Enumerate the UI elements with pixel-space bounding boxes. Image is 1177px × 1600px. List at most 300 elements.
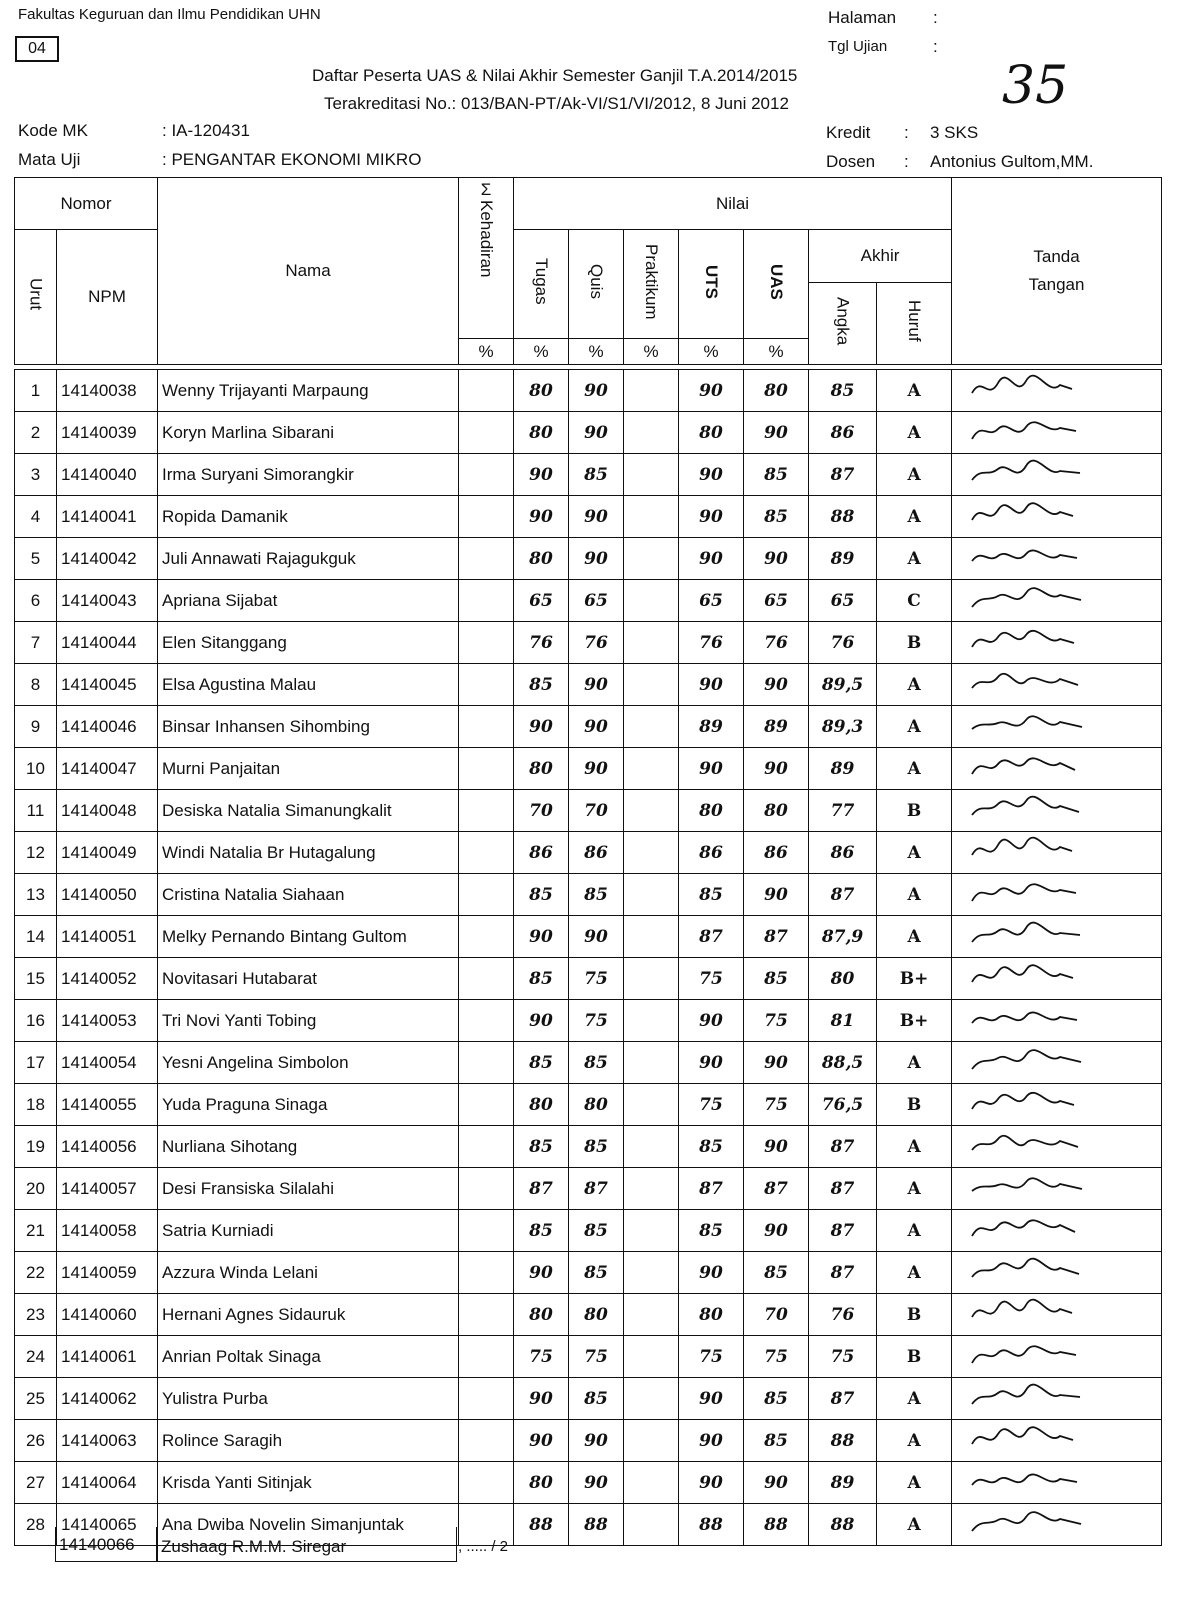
- row-praktikum: [624, 1084, 679, 1126]
- signature-scribble: [968, 791, 1108, 825]
- row-kehadiran: [459, 496, 514, 538]
- row-npm: 14140065: [57, 1504, 158, 1546]
- row-npm: 14140046: [57, 706, 158, 748]
- row-signature: [952, 1084, 1162, 1126]
- row-kehadiran: [459, 538, 514, 580]
- row-signature: [952, 1210, 1162, 1252]
- row-tugas: 80: [514, 370, 569, 412]
- row-angka: 88: [809, 1504, 877, 1546]
- row-nama: Desiska Natalia Simanungkalit: [158, 790, 459, 832]
- row-uas: 80: [744, 790, 809, 832]
- row-uas: 65: [744, 580, 809, 622]
- row-quis: 80: [569, 1294, 624, 1336]
- uts-pct: %: [679, 339, 744, 365]
- kehadiran-pct: %: [459, 339, 514, 365]
- row-praktikum: [624, 916, 679, 958]
- row-quis: 90: [569, 664, 624, 706]
- row-huruf: B+: [877, 958, 952, 1000]
- row-angka: 89: [809, 1462, 877, 1504]
- row-kehadiran: [459, 832, 514, 874]
- row-tugas: 85: [514, 664, 569, 706]
- table-row: [15, 454, 1162, 496]
- table-row: [15, 538, 1162, 580]
- row-huruf: A: [877, 664, 952, 706]
- row-huruf: A: [877, 874, 952, 916]
- row-angka: 87: [809, 1168, 877, 1210]
- signature-scribble: [968, 1253, 1108, 1287]
- row-npm: 14140039: [57, 412, 158, 454]
- row-urut: 18: [15, 1084, 57, 1126]
- row-nama: Elen Sitanggang: [158, 622, 459, 664]
- row-signature: [952, 832, 1162, 874]
- row-uas: 90: [744, 538, 809, 580]
- row-kehadiran: [459, 1210, 514, 1252]
- row-npm: 14140063: [57, 1420, 158, 1462]
- row-signature: [952, 538, 1162, 580]
- table-row: [15, 622, 1162, 664]
- row-praktikum: [624, 1000, 679, 1042]
- faculty-name: Fakultas Keguruan dan Ilmu Pendidikan UHN: [18, 6, 321, 23]
- row-uas: 90: [744, 412, 809, 454]
- row-praktikum: [624, 538, 679, 580]
- row-huruf: A: [877, 1378, 952, 1420]
- halaman-colon: :: [933, 8, 938, 27]
- signature-scribble: [968, 1127, 1108, 1161]
- signature-scribble: [968, 665, 1108, 699]
- row-quis: 70: [569, 790, 624, 832]
- table-row: [15, 370, 1162, 412]
- row-huruf: A: [877, 1042, 952, 1084]
- row-praktikum: [624, 454, 679, 496]
- row-urut: 15: [15, 958, 57, 1000]
- row-uts: 75: [679, 1336, 744, 1378]
- row-npm: 14140047: [57, 748, 158, 790]
- row-urut: 28: [15, 1504, 57, 1546]
- row-nama: Ropida Damanik: [158, 496, 459, 538]
- col-urut-header: [15, 230, 57, 365]
- row-uas: 75: [744, 1336, 809, 1378]
- row-nama: Binsar Inhansen Sihombing: [158, 706, 459, 748]
- row-huruf: A: [877, 1462, 952, 1504]
- row-quis: 76: [569, 622, 624, 664]
- row-urut: 21: [15, 1210, 57, 1252]
- row-npm: 14140038: [57, 370, 158, 412]
- kehadiran-label: Kehadiran: [477, 200, 497, 278]
- row-signature: [952, 454, 1162, 496]
- row-kehadiran: [459, 790, 514, 832]
- table-row: [15, 412, 1162, 454]
- huruf-label: Huruf: [905, 300, 925, 342]
- row-urut: 24: [15, 1336, 57, 1378]
- student-rows: [15, 370, 1162, 1546]
- row-urut: 3: [15, 454, 57, 496]
- row-uas: 90: [744, 748, 809, 790]
- row-kehadiran: [459, 1252, 514, 1294]
- row-nama: Nurliana Sihotang: [158, 1126, 459, 1168]
- row-tugas: 85: [514, 1210, 569, 1252]
- row-urut: 19: [15, 1126, 57, 1168]
- row-tugas: 90: [514, 1378, 569, 1420]
- row-praktikum: [624, 370, 679, 412]
- row-signature: [952, 1252, 1162, 1294]
- row-angka: 87,9: [809, 916, 877, 958]
- row-angka: 87: [809, 1252, 877, 1294]
- row-signature: [952, 1420, 1162, 1462]
- row-quis: 85: [569, 454, 624, 496]
- row-uts: 90: [679, 1420, 744, 1462]
- row-npm: 14140053: [57, 1000, 158, 1042]
- mata-uji-value: : PENGANTAR EKONOMI MIKRO: [162, 150, 422, 169]
- row-uas: 90: [744, 1042, 809, 1084]
- uts-label: UTS: [702, 264, 722, 299]
- row-quis: 90: [569, 916, 624, 958]
- table-row: [15, 580, 1162, 622]
- row-uts: 85: [679, 1210, 744, 1252]
- row-quis: 86: [569, 832, 624, 874]
- signature-scribble: [968, 581, 1108, 615]
- row-urut: 25: [15, 1378, 57, 1420]
- row-huruf: A: [877, 1168, 952, 1210]
- row-huruf: C: [877, 580, 952, 622]
- row-uas: 85: [744, 1378, 809, 1420]
- row-nama: Satria Kurniadi: [158, 1210, 459, 1252]
- row-npm: 14140061: [57, 1336, 158, 1378]
- signature-scribble: [968, 1337, 1108, 1371]
- table-row: [15, 1462, 1162, 1504]
- signature-scribble: [968, 455, 1108, 489]
- row-tugas: 86: [514, 832, 569, 874]
- signature-scribble: [968, 1463, 1108, 1497]
- row-angka: 80: [809, 958, 877, 1000]
- row-praktikum: [624, 622, 679, 664]
- row-uts: 90: [679, 1462, 744, 1504]
- row-quis: 80: [569, 1084, 624, 1126]
- row-signature: [952, 412, 1162, 454]
- row-npm: 14140057: [57, 1168, 158, 1210]
- row-angka: 88,5: [809, 1042, 877, 1084]
- row-huruf: A: [877, 370, 952, 412]
- row-uts: 90: [679, 1378, 744, 1420]
- row-huruf: A: [877, 706, 952, 748]
- sigma-symbol: Σ: [480, 180, 492, 199]
- signature-scribble: [968, 497, 1108, 531]
- signature-scribble: [968, 707, 1108, 741]
- table-row: [15, 496, 1162, 538]
- row-tugas: 80: [514, 1084, 569, 1126]
- row-urut: 14: [15, 916, 57, 958]
- table-row: [15, 790, 1162, 832]
- row-tugas: 75: [514, 1336, 569, 1378]
- row-signature: [952, 370, 1162, 412]
- row-nama: Melky Pernando Bintang Gultom: [158, 916, 459, 958]
- col-praktikum-header: [624, 230, 679, 339]
- table-row: [15, 1210, 1162, 1252]
- row-urut: 11: [15, 790, 57, 832]
- row-tugas: 85: [514, 958, 569, 1000]
- row-uts: 90: [679, 1000, 744, 1042]
- row-npm: 14140056: [57, 1126, 158, 1168]
- row-praktikum: [624, 1420, 679, 1462]
- row-huruf: A: [877, 1210, 952, 1252]
- row-npm: 14140045: [57, 664, 158, 706]
- table-row: [15, 1084, 1162, 1126]
- row-uas: 90: [744, 1126, 809, 1168]
- row-huruf: A: [877, 496, 952, 538]
- row-signature: [952, 748, 1162, 790]
- row-kehadiran: [459, 1294, 514, 1336]
- signature-scribble: [968, 1169, 1108, 1203]
- tgl-ujian-label: Tgl Ujian: [828, 38, 888, 55]
- kredit-value: 3 SKS: [930, 123, 979, 142]
- urut-label: Urut: [26, 278, 46, 311]
- row-angka: 87: [809, 1210, 877, 1252]
- row-signature: [952, 1168, 1162, 1210]
- row-nama: Desi Fransiska Silalahi: [158, 1168, 459, 1210]
- table-row: [15, 1168, 1162, 1210]
- row-kehadiran: [459, 370, 514, 412]
- page-marker: , ..... / 2: [458, 1538, 509, 1555]
- row-kehadiran: [459, 412, 514, 454]
- row-angka: 86: [809, 412, 877, 454]
- row-quis: 85: [569, 874, 624, 916]
- row-urut: 12: [15, 832, 57, 874]
- kode-mk-label: Kode MK: [18, 121, 88, 140]
- row-huruf: A: [877, 1126, 952, 1168]
- row-kehadiran: [459, 1042, 514, 1084]
- row-huruf: A: [877, 832, 952, 874]
- row-uts: 75: [679, 958, 744, 1000]
- signature-scribble: [968, 1211, 1108, 1245]
- row-uas: 90: [744, 874, 809, 916]
- row-praktikum: [624, 1252, 679, 1294]
- row-uas: 89: [744, 706, 809, 748]
- row-urut: 26: [15, 1420, 57, 1462]
- dosen-value: Antonius Gultom,MM.: [930, 152, 1094, 171]
- row-tugas: 90: [514, 1000, 569, 1042]
- row-kehadiran: [459, 454, 514, 496]
- row-kehadiran: [459, 916, 514, 958]
- row-urut: 2: [15, 412, 57, 454]
- signature-scribble: [968, 1001, 1108, 1035]
- row-angka: 87: [809, 874, 877, 916]
- page-code-box: 04: [15, 36, 59, 62]
- row-quis: 90: [569, 412, 624, 454]
- tanda-tangan-label: Tanda Tangan: [1028, 247, 1085, 294]
- row-quis: 65: [569, 580, 624, 622]
- mata-uji-label: Mata Uji: [18, 150, 81, 169]
- row-signature: [952, 664, 1162, 706]
- row-uts: 87: [679, 916, 744, 958]
- row-angka: 75: [809, 1336, 877, 1378]
- signature-scribble: [968, 1085, 1108, 1119]
- row-npm: 14140064: [57, 1462, 158, 1504]
- row-uts: 75: [679, 1084, 744, 1126]
- row-nama: Ana Dwiba Novelin Simanjuntak: [158, 1504, 459, 1546]
- row-nama: Wenny Trijayanti Marpaung: [158, 370, 459, 412]
- row-urut: 22: [15, 1252, 57, 1294]
- row-tugas: 80: [514, 1462, 569, 1504]
- signature-scribble: [968, 1043, 1108, 1077]
- row-uts: 90: [679, 538, 744, 580]
- row-huruf: A: [877, 1420, 952, 1462]
- row-praktikum: [624, 958, 679, 1000]
- table-row: [15, 958, 1162, 1000]
- row-quis: 85: [569, 1126, 624, 1168]
- row-uas: 75: [744, 1000, 809, 1042]
- row-uts: 76: [679, 622, 744, 664]
- signature-scribble: [968, 875, 1108, 909]
- row-huruf: A: [877, 538, 952, 580]
- row-uts: 90: [679, 496, 744, 538]
- row-signature: [952, 916, 1162, 958]
- row-quis: 85: [569, 1252, 624, 1294]
- row-signature: [952, 1000, 1162, 1042]
- row-npm: 14140050: [57, 874, 158, 916]
- row-signature: [952, 1126, 1162, 1168]
- row-urut: 17: [15, 1042, 57, 1084]
- row-kehadiran: [459, 622, 514, 664]
- row-uas: 80: [744, 370, 809, 412]
- row-uts: 86: [679, 832, 744, 874]
- signature-scribble: [968, 1295, 1108, 1329]
- row-kehadiran: [459, 706, 514, 748]
- row-urut: 23: [15, 1294, 57, 1336]
- row-praktikum: [624, 874, 679, 916]
- row-angka: 88: [809, 496, 877, 538]
- row-tugas: 80: [514, 1294, 569, 1336]
- row-npm: 14140044: [57, 622, 158, 664]
- row-urut: 9: [15, 706, 57, 748]
- row-urut: 1: [15, 370, 57, 412]
- row-uts: 65: [679, 580, 744, 622]
- signature-scribble: [968, 1379, 1108, 1413]
- row-uas: 90: [744, 664, 809, 706]
- row-uts: 80: [679, 412, 744, 454]
- tgl-ujian-colon: :: [933, 37, 938, 56]
- row-angka: 85: [809, 370, 877, 412]
- row-praktikum: [624, 790, 679, 832]
- row-kehadiran: [459, 1000, 514, 1042]
- row-tugas: 65: [514, 580, 569, 622]
- row-uas: 85: [744, 1420, 809, 1462]
- row-angka: 76: [809, 1294, 877, 1336]
- row-nama: Rolince Saragih: [158, 1420, 459, 1462]
- row-uts: 90: [679, 370, 744, 412]
- table-row: [15, 1126, 1162, 1168]
- row-tugas: 80: [514, 412, 569, 454]
- row-urut: 8: [15, 664, 57, 706]
- row-quis: 75: [569, 1000, 624, 1042]
- col-nilai-header: Nilai: [514, 178, 952, 230]
- row-nama: Hernani Agnes Sidauruk: [158, 1294, 459, 1336]
- row-praktikum: [624, 1504, 679, 1546]
- row-nama: Windi Natalia Br Hutagalung: [158, 832, 459, 874]
- row-angka: 81: [809, 1000, 877, 1042]
- row-praktikum: [624, 748, 679, 790]
- row-signature: [952, 1042, 1162, 1084]
- row-quis: 90: [569, 748, 624, 790]
- row-npm: 14140052: [57, 958, 158, 1000]
- halaman-label: Halaman: [828, 8, 897, 27]
- row-quis: 85: [569, 1378, 624, 1420]
- col-huruf-header: [877, 283, 952, 365]
- row-urut: 5: [15, 538, 57, 580]
- row-uas: 85: [744, 454, 809, 496]
- row-uts: 80: [679, 790, 744, 832]
- row-praktikum: [624, 1336, 679, 1378]
- row-tugas: 76: [514, 622, 569, 664]
- row-signature: [952, 1378, 1162, 1420]
- row-signature: [952, 1504, 1162, 1546]
- row-praktikum: [624, 832, 679, 874]
- row-uas: 85: [744, 496, 809, 538]
- row-npm: 14140062: [57, 1378, 158, 1420]
- signature-scribble: [968, 917, 1108, 951]
- row-uas: 85: [744, 958, 809, 1000]
- row-kehadiran: [459, 1084, 514, 1126]
- row-npm: 14140041: [57, 496, 158, 538]
- row-angka: 65: [809, 580, 877, 622]
- row-nama: Juli Annawati Rajagukguk: [158, 538, 459, 580]
- row-quis: 75: [569, 958, 624, 1000]
- row-angka: 89: [809, 538, 877, 580]
- row-kehadiran: [459, 664, 514, 706]
- row-nama: Novitasari Hutabarat: [158, 958, 459, 1000]
- table-row: [15, 706, 1162, 748]
- row-nama: Murni Panjaitan: [158, 748, 459, 790]
- row-tugas: 90: [514, 454, 569, 496]
- signature-scribble: [968, 1505, 1108, 1539]
- row-uas: 88: [744, 1504, 809, 1546]
- row-huruf: A: [877, 916, 952, 958]
- row-npm: 14140058: [57, 1210, 158, 1252]
- angka-label: Angka: [833, 296, 853, 346]
- row-uts: 90: [679, 1042, 744, 1084]
- row-angka: 77: [809, 790, 877, 832]
- row-tugas: 85: [514, 1126, 569, 1168]
- row-signature: [952, 1336, 1162, 1378]
- table-row: [15, 874, 1162, 916]
- row-praktikum: [624, 1126, 679, 1168]
- tugas-pct: %: [514, 339, 569, 365]
- row-urut: 10: [15, 748, 57, 790]
- row-npm: 14140043: [57, 580, 158, 622]
- signature-scribble: [968, 833, 1108, 867]
- row-kehadiran: [459, 1126, 514, 1168]
- row-uts: 90: [679, 664, 744, 706]
- table-row: [15, 1042, 1162, 1084]
- signature-scribble: [968, 1421, 1108, 1455]
- row-angka: 89,5: [809, 664, 877, 706]
- table-row: [15, 832, 1162, 874]
- row-quis: 85: [569, 1042, 624, 1084]
- row-tugas: 90: [514, 706, 569, 748]
- row-uas: 90: [744, 1210, 809, 1252]
- row-praktikum: [624, 496, 679, 538]
- table-row: [15, 916, 1162, 958]
- row-nama: Yulistra Purba: [158, 1378, 459, 1420]
- row-kehadiran: [459, 1420, 514, 1462]
- row-angka: 89: [809, 748, 877, 790]
- row-signature: [952, 874, 1162, 916]
- quis-label: Quis: [587, 264, 607, 299]
- row-urut: 16: [15, 1000, 57, 1042]
- row-quis: 90: [569, 706, 624, 748]
- uas-pct: %: [744, 339, 809, 365]
- row-tugas: 90: [514, 916, 569, 958]
- row-tugas: 80: [514, 538, 569, 580]
- row-tugas: 88: [514, 1504, 569, 1546]
